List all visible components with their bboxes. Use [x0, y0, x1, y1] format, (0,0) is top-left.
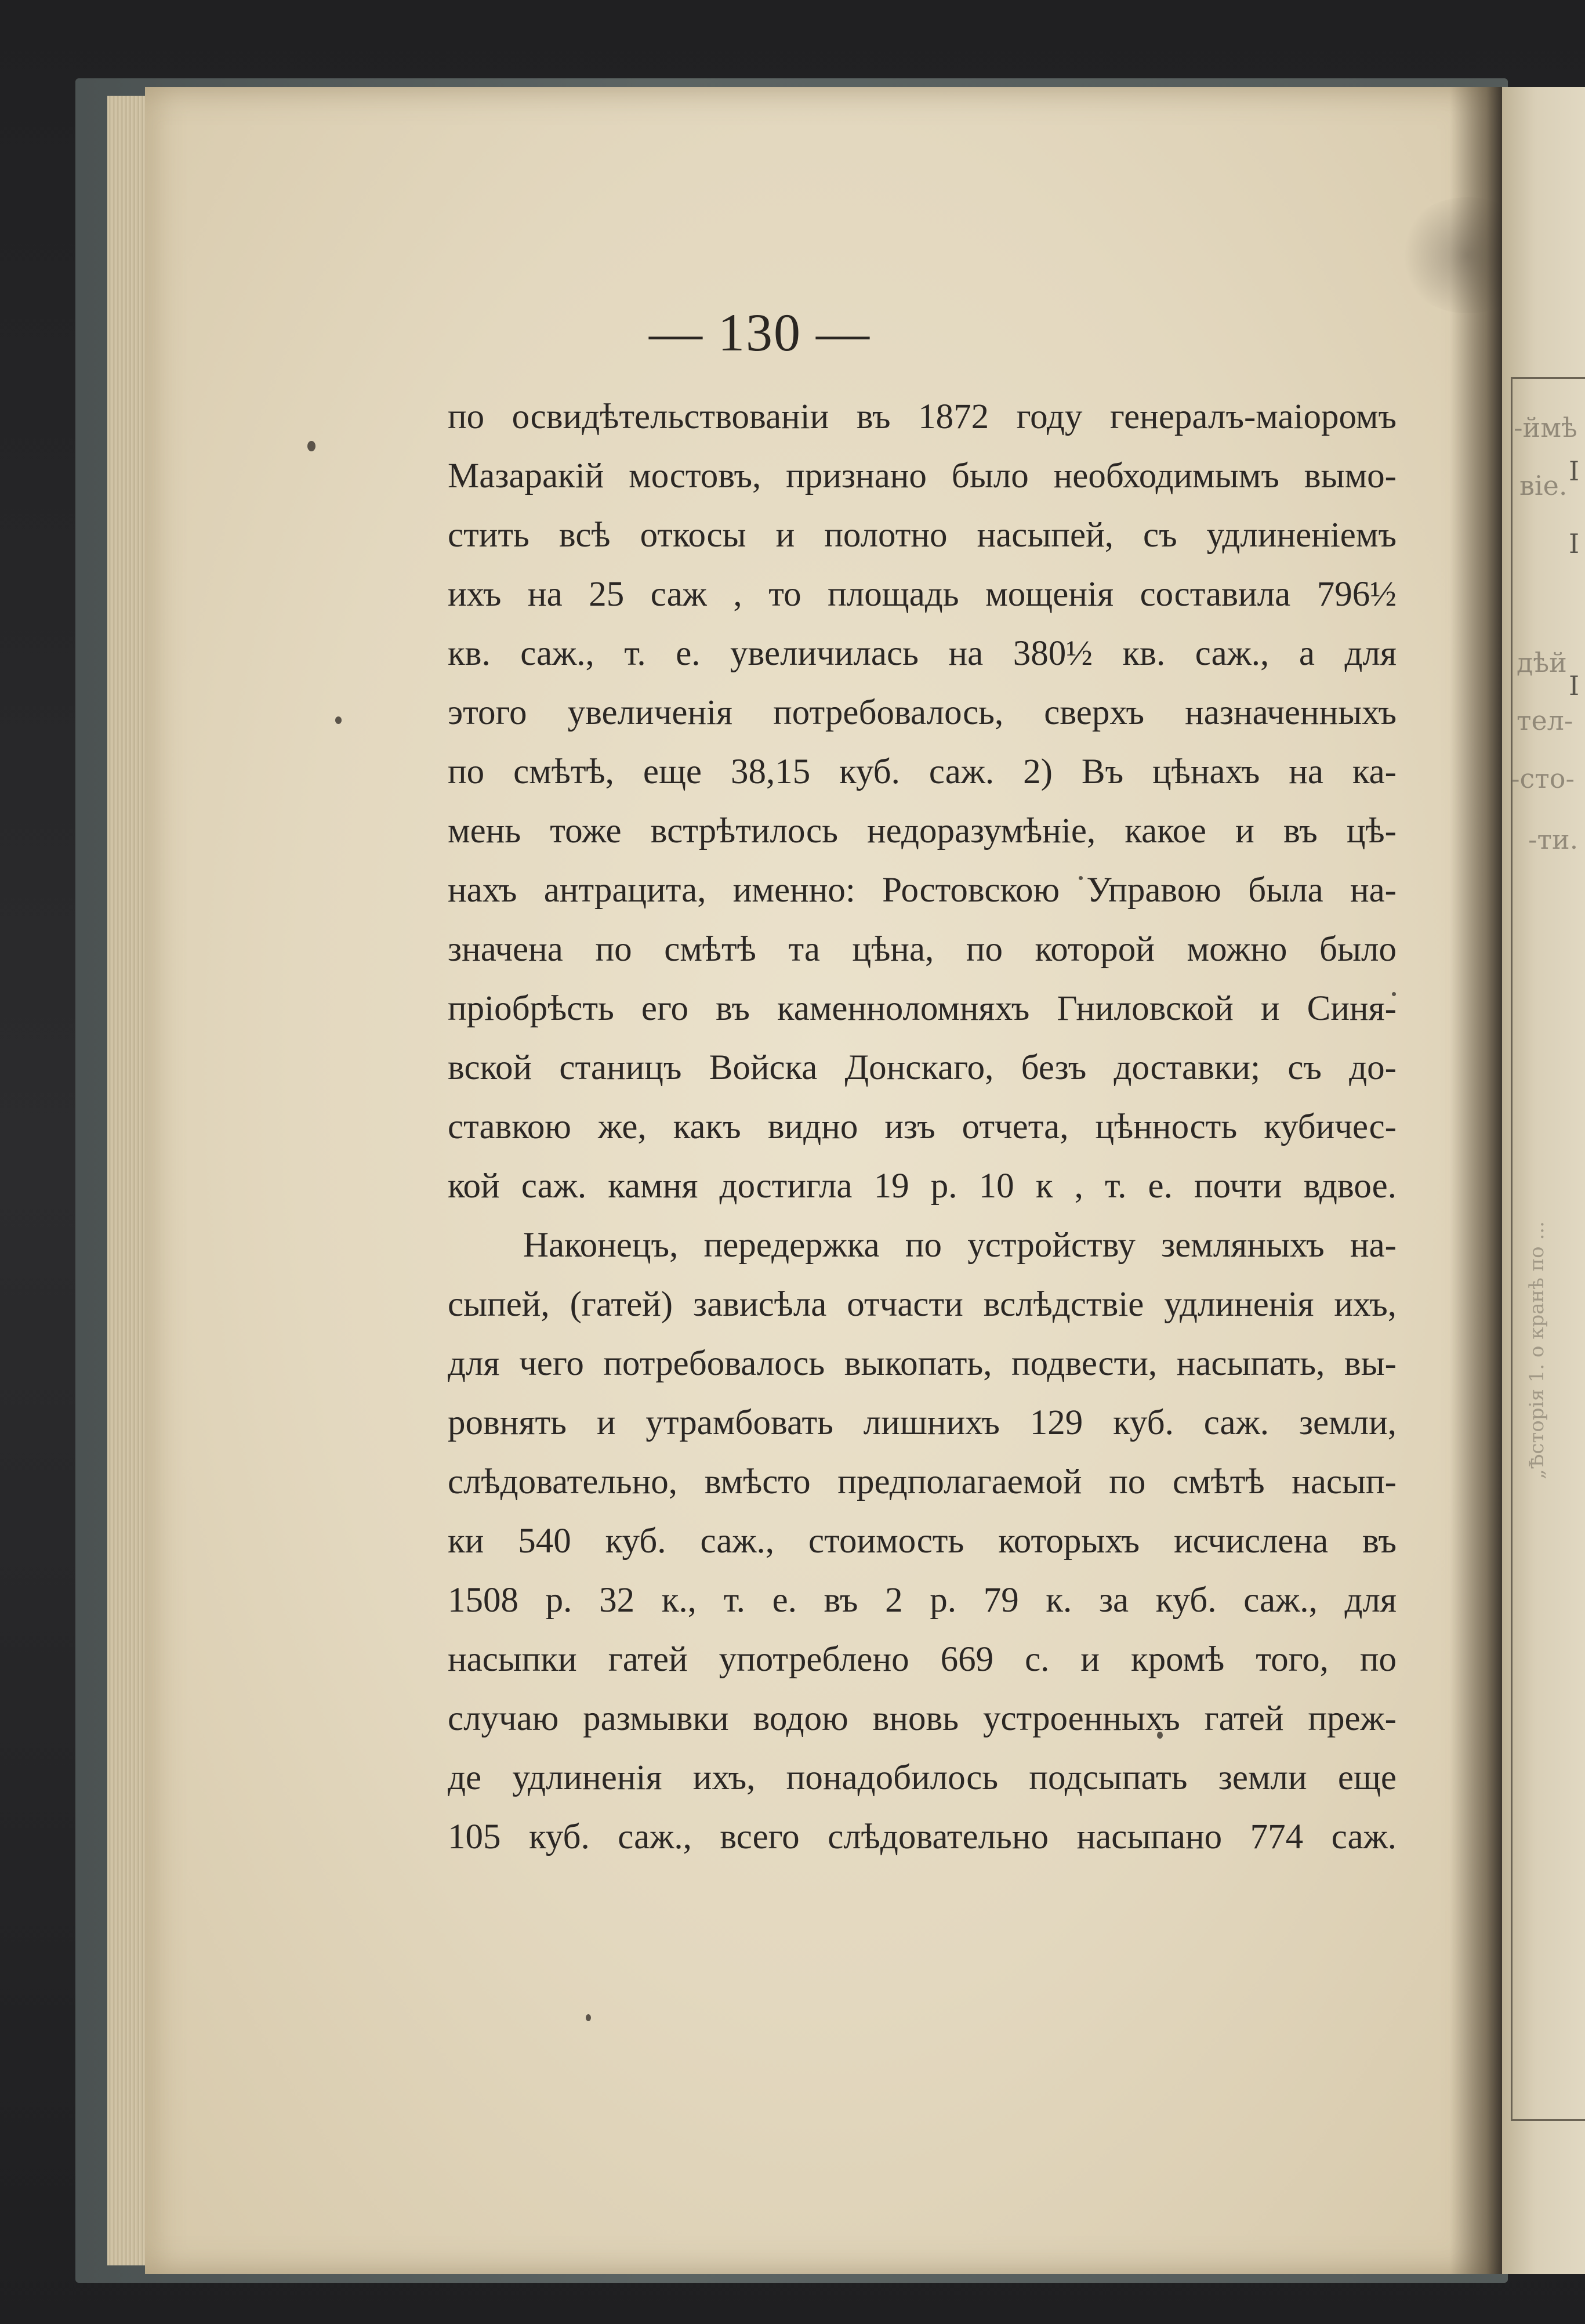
text-line: кой саж. камня достигла 19 р. 10 к , т. е. почти вдвое.	[448, 1167, 1397, 1206]
text-line: случаю размывки водою вновь устроенныхъ гатей преж-	[448, 1699, 1397, 1738]
text-line: значена по смѣтѣ та цѣна, по которой можно было	[448, 930, 1397, 969]
paragraph	[448, 388, 1397, 1216]
page-gutter	[1450, 87, 1502, 2274]
facing-page-fragment: I	[1569, 455, 1580, 487]
facing-page-fragment: I	[1569, 528, 1580, 559]
text-line: нахъ антрацита, именно: Ростовскою Управою была на-	[448, 871, 1397, 910]
text-line: по освидѣтельствованіи въ 1872 году генералъ-маіоромъ	[448, 397, 1397, 436]
text-line: стить всѣ откосы и полотно насыпей, съ удлиненіемъ	[448, 516, 1397, 555]
text-line: насыпки гатей употреблено 669 с. и кромѣ того, по	[448, 1640, 1397, 1679]
facing-page-fragment: -ти.	[1528, 824, 1579, 855]
ink-speck	[307, 441, 315, 451]
body-text	[448, 388, 1397, 1867]
facing-page-fragment: дѣй	[1517, 647, 1567, 678]
text-line: слѣдовательно, вмѣсто предполагаемой по смѣтѣ насып-	[448, 1463, 1397, 1501]
text-line: Мазаракій мостовъ, признано было необходимымъ вымо-	[448, 457, 1397, 495]
text-line: мень тоже встрѣтилось недоразумѣніе, какое и въ цѣ-	[448, 812, 1397, 850]
facing-page-fragment: I	[1569, 670, 1580, 701]
text-line: 1508 р. 32 к., т. е. въ 2 р. 79 к. за куб. саж., для	[448, 1581, 1397, 1620]
text-line: по смѣтѣ, еще 38,15 куб. саж. 2) Въ цѣнахъ на ка-	[448, 752, 1397, 791]
paragraph	[448, 1216, 1397, 1867]
ink-speck	[335, 716, 342, 724]
facing-page-vertical-text: „Ѣсторія 1. о кранѣ по ...	[1525, 1221, 1548, 1479]
text-line: ки 540 куб. саж., стоимость которыхъ исчислена въ	[448, 1522, 1397, 1561]
text-line: ихъ на 25 саж , то площадь мощенія составила 796½	[448, 575, 1397, 614]
text-line: ставкою же, какъ видно изъ отчета, цѣнность кубичес-	[448, 1107, 1397, 1146]
facing-page-fragment: віе.	[1519, 470, 1568, 501]
text-line: для чего потребовалось выкопать, подвести, насыпать, вы-	[448, 1344, 1397, 1383]
facing-page-fragment: -ймѣ	[1514, 412, 1577, 443]
text-line: вской станицъ Войска Донскаго, безъ доставки; съ до-	[448, 1048, 1397, 1087]
text-line: ровнять и утрамбовать лишнихъ 129 куб. саж. земли,	[448, 1403, 1397, 1442]
facing-page-fragment: тел-	[1517, 705, 1573, 736]
text-line: де удлиненія ихъ, понадобилось подсыпать земли еще	[448, 1758, 1397, 1797]
facing-page-fragment: -сто-	[1511, 763, 1575, 794]
text-line: кв. саж., т. е. увеличилась на 380½ кв. саж., а для	[448, 634, 1397, 673]
text-line: пріобрѣсть его въ каменноломняхъ Гниловской и Синя-	[448, 989, 1397, 1028]
page-edges	[107, 96, 148, 2265]
text-line: этого увеличенія потребовалось, сверхъ назначенныхъ	[448, 693, 1397, 732]
text-line: Наконецъ, передержка по устройству земляныхъ на-	[523, 1226, 1397, 1265]
text-line: 105 куб. саж., всего слѣдовательно насыпано 774 саж.	[448, 1818, 1397, 1856]
page-number: — 130 —	[649, 303, 871, 362]
facing-page	[1502, 87, 1585, 2274]
ink-speck	[586, 2014, 591, 2021]
text-line: сыпей, (гатей) зависѣла отчасти вслѣдствіе удлиненія ихъ,	[448, 1285, 1397, 1324]
